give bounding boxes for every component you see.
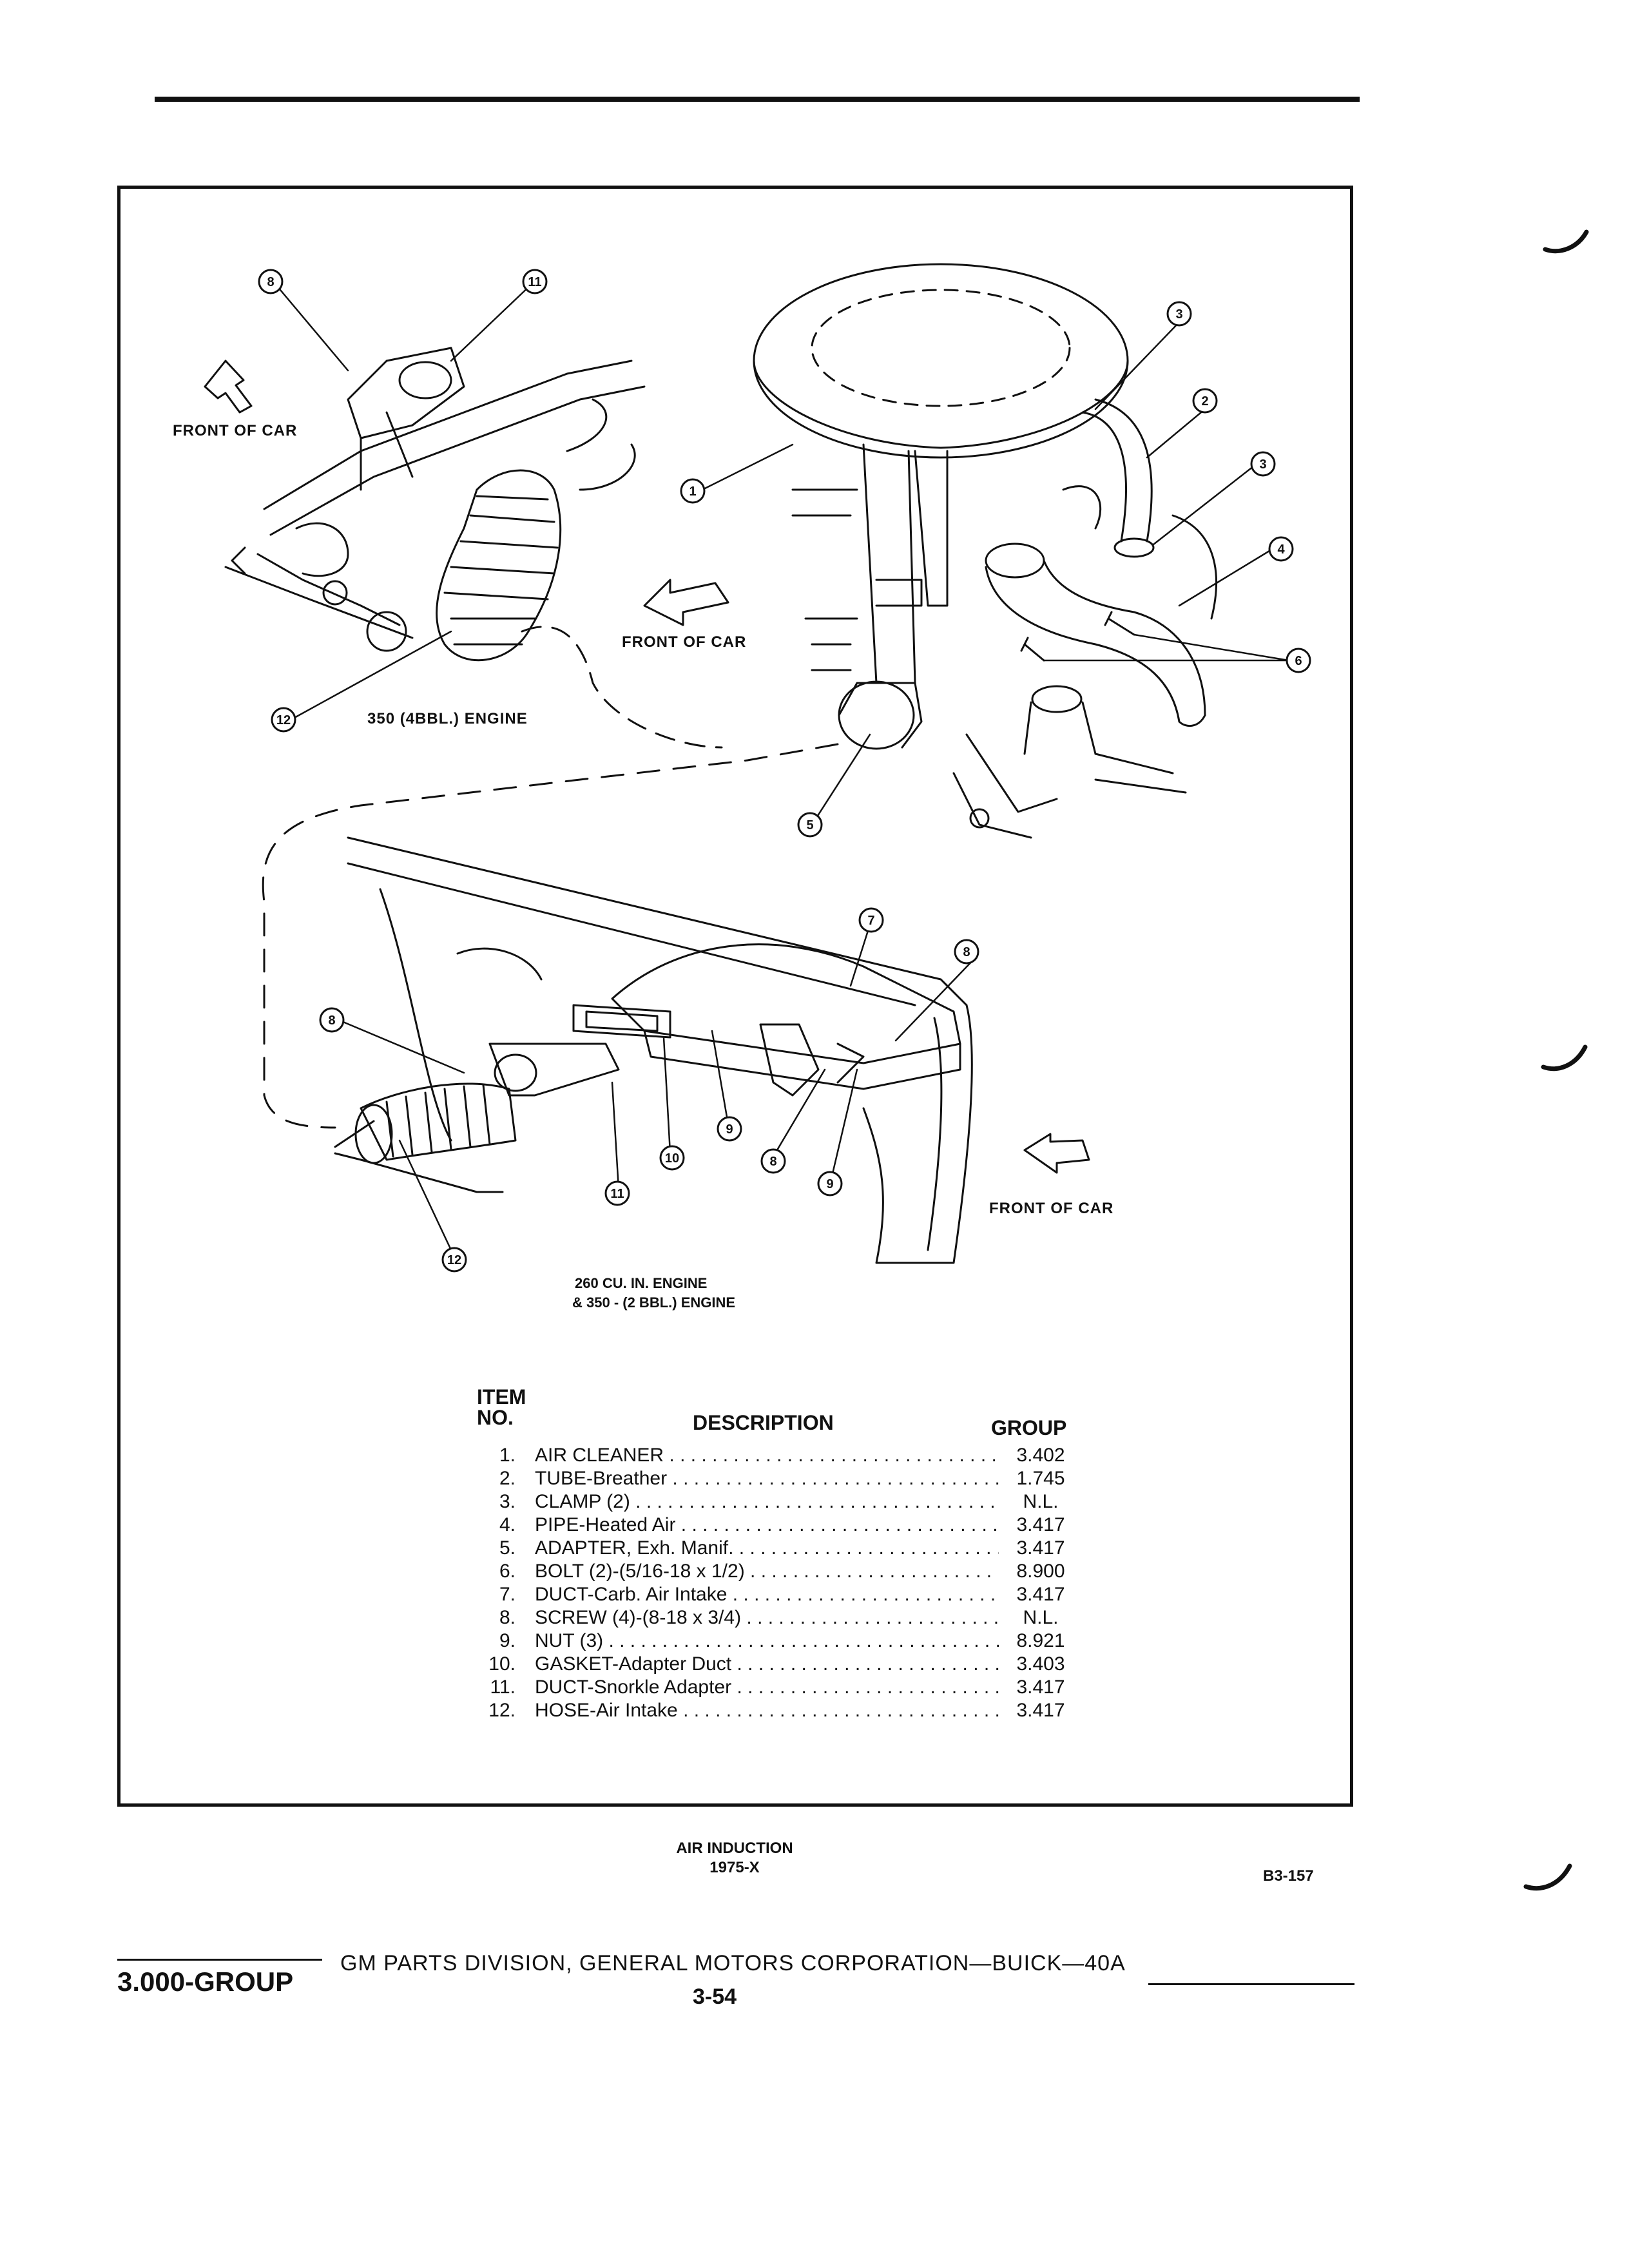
table-row: 10. GASKET-Adapter Duct . . . 3.403 (477, 1653, 1095, 1677)
footer-rule-left (117, 1959, 322, 1961)
arrow-icon-middle (644, 580, 728, 625)
top-left-engine-drawing (226, 348, 722, 747)
callout-9-left (718, 1117, 741, 1140)
footer-corporation: GM PARTS DIVISION, GENERAL MOTORS CORPORATION—BUICK—40A (340, 1951, 1126, 1975)
callout-9-right (818, 1172, 842, 1195)
figure-year: 1975-X (709, 1859, 760, 1876)
bottom-duct-drawing (335, 838, 972, 1263)
callout-8-top-left (259, 270, 282, 293)
table-row: 3. CLAMP (2) . . . N.L. (477, 1491, 1095, 1514)
table-header-group: GROUP (991, 1416, 1067, 1439)
svg-text:11: 11 (610, 1187, 624, 1201)
svg-text:12: 12 (276, 713, 291, 727)
footer-group-number: 3.000-GROUP (117, 1966, 294, 1997)
callout-5 (798, 813, 822, 836)
svg-text:3: 3 (1175, 307, 1183, 322)
table-row: 2. TUBE-Breather . . . 1.745 (477, 1468, 1095, 1491)
air-cleaner-drawing (754, 264, 1217, 838)
svg-text:8: 8 (963, 945, 970, 959)
figure-title: AIR INDUCTION (676, 1840, 793, 1857)
svg-text:2: 2 (1201, 394, 1209, 408)
callout-11-bottom (606, 1182, 629, 1205)
front-of-car-label-right: FRONT OF CAR (989, 1200, 1114, 1217)
front-of-car-label-middle: FRONT OF CAR (622, 633, 747, 651)
footer-page-number: 3-54 (693, 1984, 737, 2009)
engine-label-bottom-line2: & 350 - (2 BBL.) ENGINE (572, 1294, 736, 1311)
table-row: 4. PIPE-Heated Air . . . 3.417 (477, 1514, 1095, 1537)
svg-text:9: 9 (826, 1177, 834, 1191)
svg-text:7: 7 (867, 914, 875, 928)
table-header-no: NO. (477, 1406, 514, 1429)
arrow-icon-top-left (205, 361, 251, 412)
front-of-car-label-top-left: FRONT OF CAR (173, 422, 298, 439)
table-row: 8. SCREW (4)-(8-18 x 3/4) . . . N.L. (477, 1607, 1095, 1630)
callout-1 (681, 479, 704, 503)
svg-text:3: 3 (1259, 457, 1267, 472)
engine-label-bottom-line1: 260 CU. IN. ENGINE (575, 1275, 708, 1291)
table-row: 9. NUT (3) . . . 8.921 (477, 1630, 1095, 1653)
callout-3-upper (1168, 302, 1191, 325)
callout-10 (660, 1146, 684, 1169)
svg-text:10: 10 (664, 1151, 680, 1166)
table-row: 1. AIR CLEANER . . . 3.402 (477, 1445, 1095, 1468)
callout-3-lower (1251, 452, 1275, 476)
table-row: 12. HOSE-Air Intake . . . 3.417 (477, 1700, 1095, 1723)
arrow-icon-right (1025, 1134, 1089, 1173)
figure-code: B3-157 (1263, 1867, 1314, 1885)
callout-12-bottom (443, 1248, 466, 1271)
svg-text:1: 1 (689, 485, 697, 499)
svg-text:8: 8 (267, 275, 275, 289)
table-header-description: DESCRIPTION (693, 1411, 834, 1434)
footer-rule-right (1148, 1983, 1354, 1985)
table-row: 11. DUCT-Snorkle Adapter . . . 3.417 (477, 1677, 1095, 1700)
table-row: 7. DUCT-Carb. Air Intake . . . 3.417 (477, 1584, 1095, 1607)
table-row: 5. ADAPTER, Exh. Manif. . . . 3.417 (477, 1537, 1095, 1561)
callout-11-top-left (523, 270, 546, 293)
callouts-bottom-group (320, 908, 978, 1271)
callout-8-right (955, 940, 978, 963)
svg-text:12: 12 (447, 1253, 462, 1267)
callout-12-top (272, 708, 295, 731)
callout-6 (1287, 649, 1310, 672)
table-row: 6. BOLT (2)-(5/16-18 x 1/2) . . . 8.900 (477, 1561, 1095, 1584)
svg-text:9: 9 (726, 1122, 733, 1137)
svg-text:4: 4 (1277, 543, 1285, 557)
svg-text:6: 6 (1295, 654, 1302, 668)
callout-8-center (762, 1149, 785, 1173)
svg-text:5: 5 (806, 818, 814, 832)
callout-4 (1269, 537, 1293, 561)
svg-text:8: 8 (769, 1155, 777, 1169)
callout-8-left (320, 1008, 343, 1032)
table-header-item: ITEM (477, 1385, 526, 1408)
callout-7 (860, 908, 883, 932)
svg-text:11: 11 (528, 275, 542, 289)
callout-2 (1193, 389, 1217, 412)
engine-label-top: 350 (4BBL.) ENGINE (367, 710, 528, 727)
binder-marks (1526, 232, 1586, 1888)
svg-text:8: 8 (328, 1014, 336, 1028)
